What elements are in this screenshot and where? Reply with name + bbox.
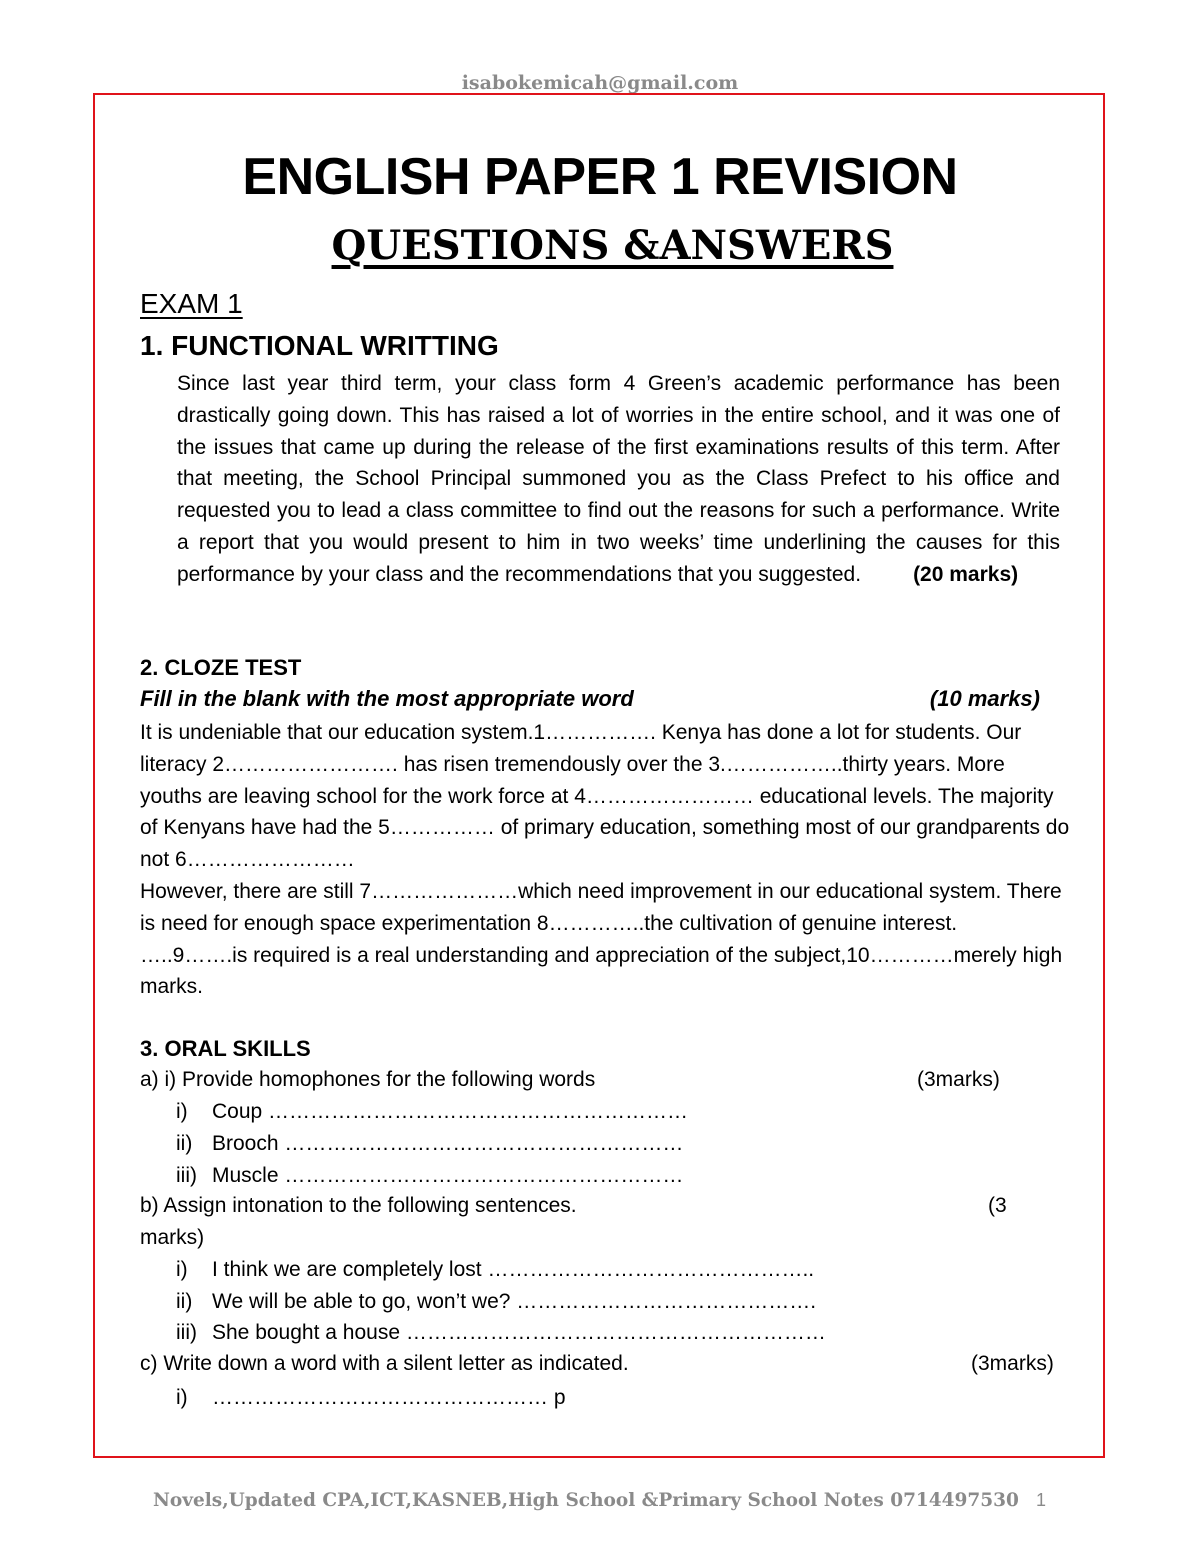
- list-item-number: ii): [176, 1132, 193, 1155]
- section-heading-cloze-test: 2. CLOZE TEST: [140, 655, 302, 680]
- list-item-number: i): [176, 1258, 188, 1281]
- oral-question-c-marks: (3marks): [971, 1352, 1054, 1375]
- list-item-text: We will be able to go, won’t we? …………………………………….: [212, 1290, 817, 1313]
- list-item-number: iii): [176, 1164, 197, 1187]
- page-title: ENGLISH PAPER 1 REVISION: [242, 148, 958, 206]
- functional-writing-text: Since last year third term, your class form 4 Green’s academic performance has been drastically going down. This has raised a lot of worries in the entire school, and it was one of the issues that came up during the release of the first examinations results of this term. After that meeting, the School Principal summoned you as the Class Prefect to his office and requested you to lead a class committee to find out the reasons for such a performance. Write a report that you would present to him in two weeks’ time underlining the causes for this performance by your class and the recommendations that you suggested.: [177, 372, 1060, 586]
- list-item: [176, 1321, 826, 1345]
- list-item-text: I think we are completely lost ………………………………………..: [212, 1258, 815, 1281]
- list-item: [176, 1386, 566, 1410]
- cloze-marks: (10 marks): [929, 686, 1040, 711]
- oral-question-a-prompt: a) i) Provide homophones for the following words: [140, 1068, 596, 1091]
- list-item: [176, 1258, 814, 1282]
- list-item-text: Muscle …………………………………………………: [212, 1164, 684, 1187]
- header-email: isabokemicah@gmail.com: [461, 72, 739, 94]
- page-subtitle: QUESTIONS &ANSWERS: [331, 222, 894, 269]
- cloze-passage: [140, 717, 1070, 1003]
- oral-question-b-prompt: b) Assign intonation to the following sentences.: [140, 1194, 577, 1217]
- oral-question-c: [140, 1348, 1054, 1380]
- oral-question-b-marks: (3: [988, 1194, 1007, 1217]
- section-heading-oral-skills: 3. ORAL SKILLS: [140, 1036, 311, 1061]
- list-item-text: She bought a house ……………………………………………………: [212, 1321, 826, 1344]
- oral-question-a-marks: (3marks): [917, 1068, 1000, 1091]
- list-item: [176, 1132, 683, 1156]
- cloze-instruction: Fill in the blank with the most appropriate word: [140, 686, 634, 711]
- oral-question-b-marks-wrap: marks): [140, 1226, 205, 1249]
- footer-notes: Novels,Updated CPA,ICT,KASNEB,High School &Primary School Notes 0714497530: [153, 1490, 1019, 1511]
- list-item-text: ………………………………………… p: [212, 1386, 566, 1409]
- functional-writing-body: [177, 368, 1060, 591]
- oral-question-a: [140, 1064, 1000, 1096]
- cloze-paragraph-1: It is undeniable that our education system.1……………. Kenya has done a lot for students. Our literacy 2……………………. has risen tremendously over the 3.……………..thirty years. More youths are leaving school for the work force at 4…………………… educational levels. The majority of Kenyans have had the 5…………… of primary education, something most of our grandparents do not 6……………………: [140, 721, 1070, 872]
- list-item: [176, 1290, 816, 1314]
- list-item-text: Coup ……………………………………………………: [212, 1100, 689, 1123]
- list-item-number: ii): [176, 1290, 193, 1313]
- list-item: [176, 1100, 688, 1124]
- cloze-instruction-row: [140, 686, 1040, 712]
- exam-label: EXAM 1: [140, 288, 243, 319]
- oral-question-c-prompt: c) Write down a word with a silent letter as indicated.: [140, 1352, 629, 1375]
- list-item-number: i): [176, 1386, 188, 1409]
- functional-writing-marks: (20 marks): [913, 562, 1019, 586]
- section-heading-functional-writing: 1. FUNCTIONAL WRITTING: [140, 330, 499, 361]
- cloze-paragraph-2: However, there are still 7…………………which need improvement in our educational system. There is need for enough space experimentation 8…………..the cultivation of genuine interest. …..9…….is required is a real understanding and appreciation of the subject,10…………merely high marks.: [140, 879, 1063, 999]
- page-number: 1: [1036, 1490, 1047, 1510]
- list-item-number: i): [176, 1100, 188, 1123]
- list-item: [176, 1164, 683, 1188]
- list-item-text: Brooch …………………………………………………: [212, 1132, 684, 1155]
- list-item-number: iii): [176, 1321, 197, 1344]
- oral-question-b: [140, 1190, 1007, 1222]
